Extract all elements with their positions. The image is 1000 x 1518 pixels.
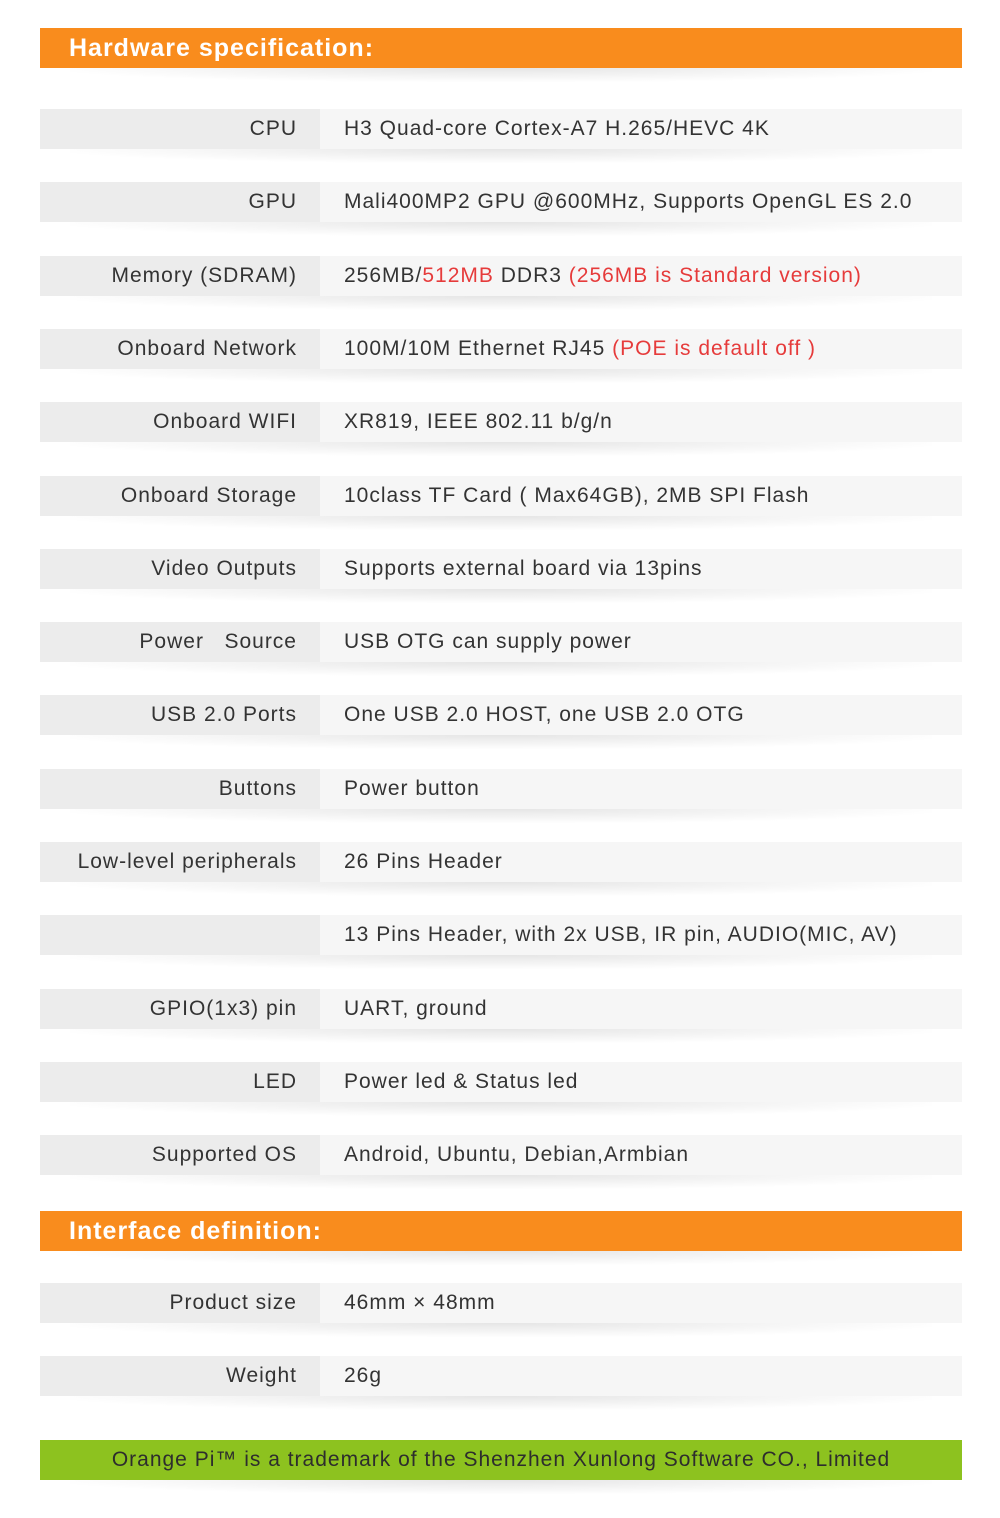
- spec-row: [40, 402, 962, 442]
- value-text: Mali400MP2 GPU @600MHz, Supports OpenGL ES 2.0: [344, 190, 913, 214]
- section-title: Hardware specification:: [69, 34, 375, 62]
- shadow: [70, 149, 932, 163]
- shadow: [70, 882, 932, 896]
- spec-row: [40, 182, 962, 222]
- value-text: Power button: [344, 776, 480, 800]
- value-text: 100M/10M Ethernet RJ45: [344, 336, 613, 360]
- value-text: Supports external board via 13pins: [344, 556, 703, 580]
- shadow: [70, 809, 932, 823]
- spec-label: Supported OS: [151, 1143, 297, 1167]
- spec-row: [40, 256, 962, 296]
- spec-value: [344, 329, 816, 369]
- section-title: Interface definition:: [69, 1217, 322, 1245]
- trademark-footer: [40, 1440, 962, 1480]
- spec-value: [344, 842, 503, 882]
- spec-value: [344, 476, 809, 516]
- spec-value: [344, 1135, 689, 1175]
- value-text: DDR3: [493, 263, 569, 287]
- shadow: [70, 369, 932, 383]
- value-text: Android, Ubuntu, Debian,Armbian: [344, 1143, 690, 1167]
- spec-label: USB 2.0 Ports: [150, 703, 297, 727]
- shadow: [70, 1323, 932, 1337]
- spec-row: [40, 329, 962, 369]
- spec-row: [40, 1356, 962, 1396]
- spec-label: Buttons: [218, 776, 297, 800]
- hardware-spec-header: [40, 28, 962, 68]
- spec-row: [40, 1062, 962, 1102]
- shadow: [70, 1102, 932, 1116]
- spec-value: [344, 1062, 578, 1102]
- shadow: [70, 222, 932, 236]
- shadow: [70, 1175, 932, 1189]
- spec-label: GPIO(1x3) pin: [149, 996, 297, 1020]
- spec-label: Video Outputs: [151, 556, 297, 580]
- shadow: [70, 1029, 932, 1043]
- value-text: One USB 2.0 HOST, one USB 2.0 OTG: [344, 703, 745, 727]
- spec-label: LED: [253, 1069, 297, 1093]
- value-text: 26g: [344, 1364, 383, 1387]
- spec-row: [40, 989, 962, 1029]
- spec-row: [40, 915, 962, 955]
- spec-value: [344, 915, 898, 955]
- trademark-text: Orange Pi™ is a trademark of the Shenzhen Xunlong Software CO., Limited: [111, 1448, 891, 1471]
- spec-label: Power Source: [139, 630, 297, 654]
- spec-row: [40, 549, 962, 589]
- spec-value: [344, 1356, 382, 1396]
- label-cell: [40, 915, 320, 955]
- value-text: 46mm × 48mm: [344, 1291, 496, 1314]
- shadow: [70, 296, 932, 310]
- spec-label: Memory (SDRAM): [111, 263, 297, 287]
- value-text: Power led & Status led: [344, 1069, 579, 1093]
- spec-value: [344, 549, 703, 589]
- value-text: XR819, IEEE 802.11 b/g/n: [344, 410, 613, 434]
- value-text: 26 Pins Header: [344, 850, 503, 873]
- value-text: 256MB/: [344, 263, 423, 287]
- spec-row: [40, 476, 962, 516]
- spec-row: [40, 1135, 962, 1175]
- spec-label: Product size: [169, 1291, 297, 1314]
- shadow: [70, 516, 932, 530]
- spec-value: [344, 989, 488, 1029]
- spec-value: [344, 1283, 496, 1323]
- spec-row: [40, 769, 962, 809]
- spec-value: [344, 622, 632, 662]
- value-text: H3 Quad-core Cortex-A7 H.265/HEVC 4K: [344, 117, 770, 140]
- shadow: [70, 662, 932, 676]
- spec-value: [344, 695, 745, 735]
- value-text: 13 Pins Header, with 2x USB, IR pin, AUDIO(MIC, AV): [344, 923, 898, 947]
- shadow: [70, 1480, 932, 1494]
- spec-row: [40, 695, 962, 735]
- interface-definition-header: [40, 1211, 962, 1251]
- shadow: [70, 589, 932, 603]
- spec-value: [344, 182, 912, 222]
- spec-value: [344, 402, 613, 442]
- spec-value: [344, 256, 862, 296]
- shadow: [70, 1251, 932, 1265]
- spec-value: [344, 109, 770, 149]
- spec-row: [40, 842, 962, 882]
- value-text: 10class TF Card ( Max64GB), 2MB SPI Flash: [344, 483, 810, 507]
- spec-label: Onboard Network: [117, 336, 297, 360]
- spec-row: [40, 109, 962, 149]
- spec-value: [344, 769, 480, 809]
- spec-label: CPU: [249, 117, 297, 140]
- shadow: [70, 1396, 932, 1410]
- shadow: [70, 68, 932, 82]
- spec-label: Onboard WIFI: [153, 410, 297, 434]
- shadow: [70, 955, 932, 969]
- shadow: [70, 442, 932, 456]
- spec-row: [40, 1283, 962, 1323]
- spec-row: [40, 622, 962, 662]
- spec-label: Onboard Storage: [120, 483, 297, 507]
- value-text: USB OTG can supply power: [344, 630, 632, 654]
- highlight-text: 512MB: [422, 263, 494, 287]
- shadow: [70, 735, 932, 749]
- spec-label: Low-level peripherals: [77, 850, 297, 873]
- value-text: UART, ground: [344, 996, 488, 1020]
- highlight-text: (256MB is Standard version): [568, 263, 862, 287]
- spec-label: Weight: [226, 1364, 297, 1387]
- highlight-text: (POE is default off ): [612, 336, 816, 360]
- spec-label: GPU: [248, 190, 297, 214]
- value-cell: [320, 1356, 962, 1396]
